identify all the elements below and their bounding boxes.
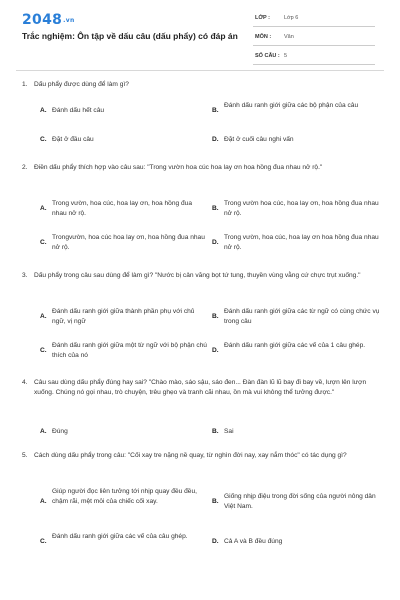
question-number: 5. — [22, 452, 28, 459]
option-d[interactable] — [212, 233, 384, 253]
option-text: Trongvườn, hoa cúc hoa lay ơn, hoa hồng đua nhau nở rộ. — [52, 234, 205, 251]
meta-value: Lớp 6 — [284, 15, 299, 21]
option-b[interactable] — [212, 492, 384, 512]
logo-suffix: .vn — [63, 16, 75, 24]
option-text: Đặt ở cuối câu nghi vấn — [224, 136, 294, 143]
option-b[interactable] — [212, 199, 384, 219]
meta-value: Văn — [284, 34, 294, 40]
option-d[interactable] — [212, 135, 384, 147]
option-c[interactable] — [40, 135, 200, 147]
meta-row-subject — [253, 31, 375, 46]
option-text: Trong vườn hoa cúc, hoa lay ơn, hoa hồng đua nhau nở rộ. — [224, 200, 379, 217]
option-label: C. — [40, 538, 47, 545]
option-text: Đánh dấu ranh giới giữa các vế của 1 câu ghép. — [224, 342, 366, 349]
meta-label: LỚP : — [255, 15, 270, 21]
option-d[interactable] — [212, 341, 384, 361]
option-text: Đúng — [52, 428, 68, 435]
option-text: Trong vườn, hoa cúc, hoa lay ơn hoa hồng đua nhau nở rộ. — [224, 234, 379, 251]
option-b[interactable] — [212, 427, 384, 439]
option-c[interactable] — [40, 532, 208, 552]
meta-label: MÔN : — [255, 34, 272, 40]
question-number: 2. — [22, 164, 28, 171]
option-text: Đánh dấu ranh giới giữa một từ ngữ với bộ phận chú thích của nó — [52, 342, 207, 359]
option-label: D. — [212, 538, 219, 545]
meta-row-count — [253, 50, 375, 65]
meta-label: SỐ CÂU : — [255, 53, 280, 59]
question-text: Dấu phẩy được dùng để làm gì? — [34, 81, 129, 88]
option-c[interactable] — [40, 233, 208, 253]
option-a[interactable] — [40, 487, 210, 517]
option-text: Giống nhịp điệu trong đời sống của người nông dân Việt Nam. — [224, 493, 376, 510]
meta-row-grade — [253, 12, 375, 27]
question-4 — [22, 378, 384, 440]
option-a[interactable] — [40, 307, 208, 327]
question-2 — [22, 163, 384, 258]
header — [0, 0, 400, 70]
question-number: 4. — [22, 379, 28, 386]
logo-text: 2048 — [22, 12, 63, 28]
option-label: D. — [212, 136, 219, 143]
option-text: Đặt ở đầu câu — [52, 136, 94, 143]
option-label: C. — [40, 136, 47, 143]
option-a[interactable] — [40, 199, 208, 219]
option-a[interactable] — [40, 106, 200, 118]
question-1 — [22, 80, 384, 150]
option-label: D. — [212, 239, 219, 246]
question-text: Cách dùng dấu phẩy trong câu: "Cối xay tre nặng nề quay, từ nghìn đời nay, xay nắm thóc" có tác dụng gì? — [34, 452, 347, 459]
header-divider — [16, 70, 384, 71]
question-number: 1. — [22, 81, 28, 88]
page-title: Trắc nghiệm: Ôn tập về dấu câu (dấu phẩy) có đáp án — [22, 31, 238, 41]
meta-value: 5 — [284, 53, 288, 59]
option-text: Cả A và B đều đúng — [224, 538, 283, 545]
option-label: B. — [212, 498, 219, 505]
option-label: D. — [212, 347, 219, 354]
option-text: Đánh dấu ranh giới giữa các vế của câu ghép. — [52, 533, 188, 540]
option-a[interactable] — [40, 427, 200, 439]
site-logo[interactable] — [22, 12, 75, 28]
option-text: Trong vườn, hoa cúc, hoa lay ơn, hoa hồng đua nhau nở rộ. — [52, 200, 193, 217]
option-d[interactable] — [212, 537, 384, 549]
option-label: A. — [40, 498, 47, 505]
option-text: Đánh dấu ranh giới giữa các bộ phận của câu — [224, 102, 359, 109]
option-label: B. — [212, 205, 219, 212]
option-text: Sai — [224, 428, 234, 435]
option-label: C. — [40, 239, 47, 246]
option-b[interactable] — [212, 307, 384, 327]
option-label: B. — [212, 107, 219, 114]
option-label: A. — [40, 205, 47, 212]
option-label: C. — [40, 347, 47, 354]
question-text: Dấu phẩy trong câu sau dùng để làm gì? "Nước bị cản văng bọt tứ tung, thuyền vùng vằng cứ chực trụt xuống." — [34, 272, 361, 279]
option-label: A. — [40, 107, 47, 114]
question-text: Câu sau dùng dấu phẩy đúng hay sai? "Chào mào, sáo sậu, sáo đen... Đàn đàn lũ lũ bay đi bay về, lượn lên lượn xuống. Chúng nó gọi nhau, trò chuyện, trêu ghẹo và tranh cãi nhau, ồn mà vui không thể tưởng được." — [34, 379, 367, 396]
question-3 — [22, 271, 384, 371]
option-text: Đánh dấu hết câu — [52, 107, 105, 114]
quiz-meta — [253, 12, 375, 69]
option-label: A. — [40, 313, 47, 320]
question-text: Điền dấu phẩy thích hợp vào câu sau: "Trong vườn hoa cúc hoa lay ơn hoa hồng đua nhau nở rộ." — [34, 164, 323, 171]
option-text: Đánh dấu ranh giới giữa các từ ngữ có cùng chức vụ trong câu — [224, 308, 380, 325]
option-text: Giúp người đọc liên tưởng tới nhịp quay đều đều, chậm rãi, mệt mỏi của chiếc cối xay. — [52, 488, 197, 505]
option-c[interactable] — [40, 341, 208, 361]
option-label: A. — [40, 428, 47, 435]
question-number: 3. — [22, 272, 28, 279]
option-b[interactable] — [212, 101, 384, 121]
option-label: B. — [212, 428, 219, 435]
option-text: Đánh dấu ranh giới giữa thành phần phụ với chủ ngữ, vị ngữ — [52, 308, 195, 325]
question-5 — [22, 451, 384, 561]
option-label: B. — [212, 313, 219, 320]
